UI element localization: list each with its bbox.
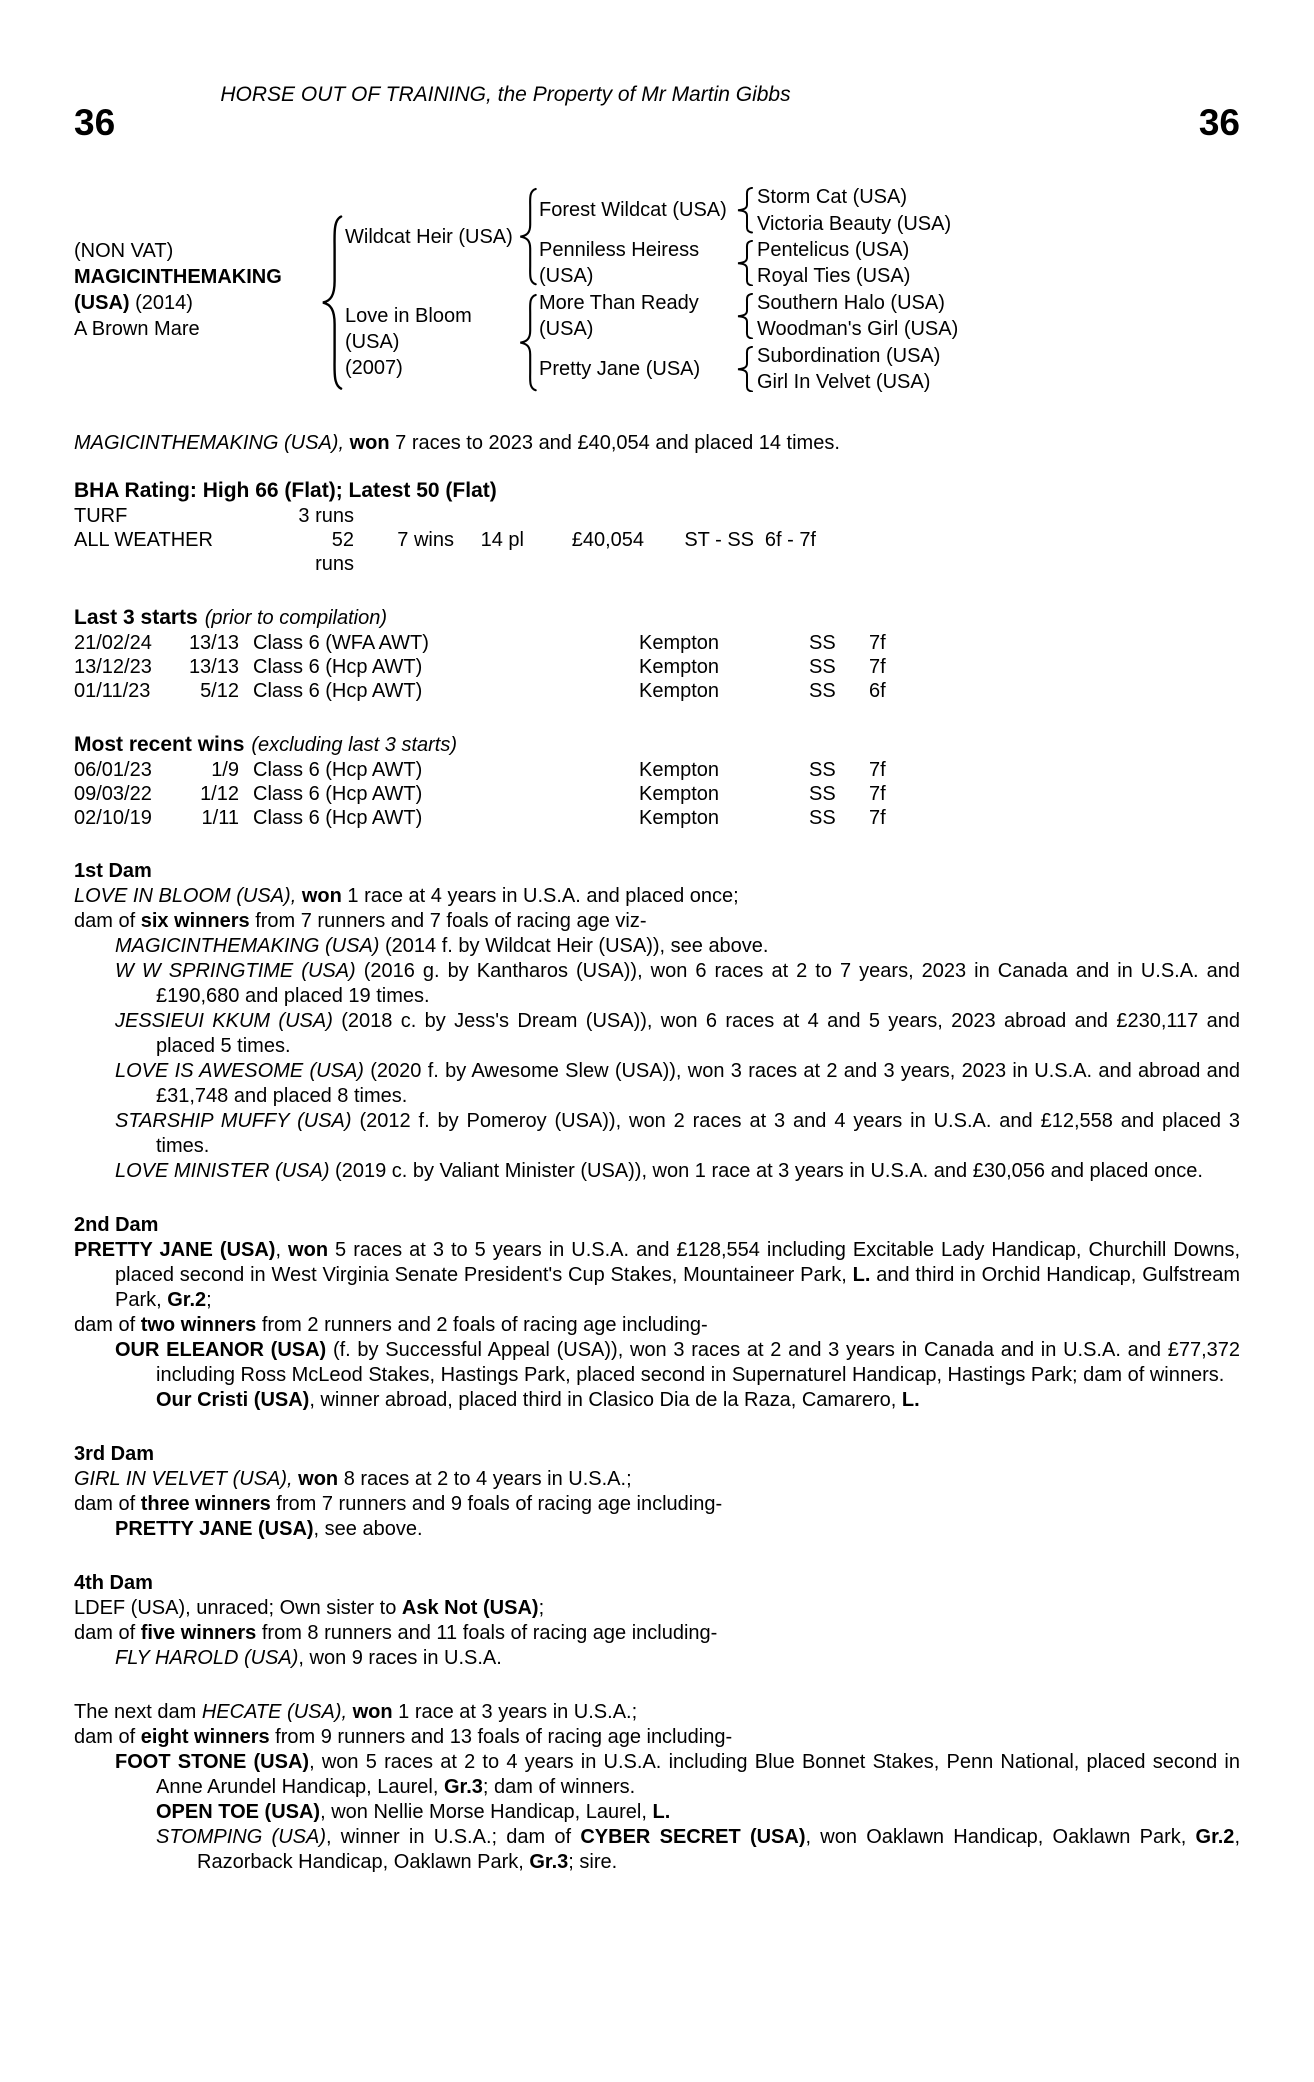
race-date: 02/10/19: [74, 807, 152, 830]
going: SS: [809, 680, 836, 703]
great-grandparent-name: Royal Ties (USA): [757, 265, 911, 288]
distance: 7f: [869, 759, 886, 782]
race-date: 06/01/23: [74, 759, 152, 782]
course: Kempton: [639, 783, 720, 806]
dam-record-paragraph: LOVE IN BLOOM (USA), won 1 race at 4 years in U.S.A. and placed once;: [74, 885, 739, 908]
race-date: 21/02/24: [74, 632, 152, 655]
subject-description: A Brown Mare: [74, 317, 200, 340]
bha-rating-section: [74, 478, 1240, 576]
pedigree-main-brace-icon: [319, 213, 345, 392]
wins-value: 7 wins: [397, 529, 454, 552]
first-dam-section: [74, 859, 1240, 1184]
dam-record-paragraph: GIRL IN VELVET (USA), won 8 races at 2 to 4 years in U.S.A.;: [74, 1468, 632, 1491]
progeny-paragraph: FLY HAROLD (USA), won 9 races in U.S.A.: [115, 1647, 502, 1670]
dam-record-paragraph: PRETTY JANE (USA), won 5 races at 3 to 5 years in U.S.A. and £128,554 including Excitable Lady Handicap, Churchill Downs, placed second in West Virginia Senate President's Cup Stakes, Mountaineer Park, L. and third in Orchid Handicap, Gulfstream Park, Gr.2;: [74, 1239, 1240, 1312]
distance: 7f: [869, 807, 886, 830]
progeny-paragraph: PRETTY JANE (USA), see above.: [115, 1518, 423, 1541]
finish-position: 5/12: [200, 680, 239, 703]
runs-value: 3 runs: [298, 505, 354, 528]
race-class: Class 6 (Hcp AWT): [253, 759, 423, 782]
course: Kempton: [639, 656, 720, 679]
distance-range: [754, 504, 816, 528]
finish-position: 13/13: [188, 632, 239, 655]
dam-record-paragraph: LDEF (USA), unraced; Own sister to Ask Not (USA);: [74, 1597, 545, 1620]
distance: 7f: [869, 656, 886, 679]
going: SS: [809, 759, 836, 782]
last-3-starts-heading: [74, 605, 1240, 631]
great-grandparent-name: Southern Halo (USA): [757, 291, 945, 314]
section-note: (prior to compilation): [204, 607, 388, 630]
going-range: ST - SS: [684, 529, 754, 552]
runs-value: 52 runs: [315, 529, 354, 576]
subject-country-year: [74, 290, 319, 316]
great-grandparent-name: Girl In Velvet (USA): [757, 370, 931, 393]
going: SS: [809, 656, 836, 679]
going: SS: [809, 807, 836, 830]
subject-country: (USA): [74, 291, 130, 314]
pedigree-chart: [74, 184, 1240, 395]
finish-position: 1/9: [211, 759, 239, 782]
progeny-paragraph: FOOT STONE (USA), won 5 races at 2 to 4 years in U.S.A. including Blue Bonnet Stakes, Penn National, placed second in Anne Arundel Handicap, Laurel, Gr.3; dam of winners.: [115, 1751, 1240, 1799]
great-grandparent-name: Storm Cat (USA): [757, 186, 908, 209]
distance: 7f: [869, 783, 886, 806]
section-title: Last 3 starts: [74, 606, 198, 630]
dam-section-heading: 2nd Dam: [74, 1214, 159, 1237]
race-record-summary: MAGICINTHEMAKING (USA), won 7 races to 2023 and £40,054 and placed 14 times.: [74, 432, 840, 455]
great-grandparents-brace-icon: [735, 240, 755, 286]
sire-name: Wildcat Heir (USA): [345, 225, 513, 248]
race-class: Class 6 (WFA AWT): [253, 632, 429, 655]
vat-note: (NON VAT): [74, 239, 174, 262]
page-content: [0, 82, 1314, 1875]
dam-record-paragraph: The next dam HECATE (USA), won 1 race at 3 years in U.S.A.;: [74, 1701, 638, 1724]
dam-section-heading: 3rd Dam: [74, 1443, 155, 1466]
great-grandparent-name: Woodman's Girl (USA): [757, 318, 959, 341]
race-date: 13/12/23: [74, 656, 152, 679]
fourth-dam-section: [74, 1571, 1240, 1671]
dam-produce-summary: dam of five winners from 8 runners and 11 foals of racing age including-: [74, 1622, 718, 1645]
grandsire-name: Forest Wildcat (USA): [539, 199, 727, 222]
progeny-paragraph: W W SPRINGTIME (USA) (2016 g. by Kantharos (USA)), won 6 races at 2 to 7 years, 2023 in Canada and in U.S.A. and £190,680 and placed 19 times.: [115, 960, 1241, 1008]
progeny-paragraph: LOVE MINISTER (USA) (2019 c. by Valiant Minister (USA)), won 1 race at 3 years in U.S.A. and £30,056 and placed once.: [115, 1160, 1203, 1183]
finish-position: 13/13: [188, 656, 239, 679]
surface-stats-table: [74, 504, 1240, 576]
page-title: HORSE OUT OF TRAINING, the Property of Mr Martin Gibbs: [220, 83, 791, 106]
most-recent-wins-section: [74, 732, 1240, 830]
subject-horse-name: MAGICINTHEMAKING: [74, 265, 282, 288]
surface-label: ALL WEATHER: [74, 529, 213, 552]
page-header: [74, 82, 1240, 160]
dam-name: Love in Bloom (USA) (2007): [345, 305, 472, 380]
dam-section-heading: 1st Dam: [74, 860, 152, 883]
last-3-starts-section: [74, 605, 1240, 703]
great-grandparents-brace-icon: [735, 187, 755, 233]
most-recent-wins-heading: [74, 732, 1240, 758]
section-title: Most recent wins: [74, 733, 245, 757]
course: Kempton: [639, 807, 720, 830]
course: Kempton: [639, 680, 720, 703]
dam-produce-summary: dam of eight winners from 9 runners and 13 foals of racing age including-: [74, 1726, 733, 1749]
finish-position: 1/11: [201, 807, 239, 830]
dam-section-heading: 4th Dam: [74, 1572, 153, 1595]
going: SS: [809, 632, 836, 655]
granddam-name: Pretty Jane (USA): [539, 357, 701, 380]
distance: 6f: [869, 680, 886, 703]
granddam-name: Penniless Heiress (USA): [539, 239, 700, 288]
wins-value: [354, 504, 454, 528]
next-dam-section: [74, 1700, 1240, 1875]
great-grandparents-brace-icon: [735, 346, 755, 392]
race-date: 01/11/23: [74, 680, 151, 703]
progeny-paragraph: LOVE IS AWESOME (USA) (2020 f. by Awesome Slew (USA)), won 3 races at 2 and 3 years, 2023 in U.S.A. and abroad and £31,748 and placed 8 times.: [115, 1060, 1240, 1108]
great-grandparent-name: Victoria Beauty (USA): [757, 212, 952, 235]
race-date: 09/03/22: [74, 783, 152, 806]
bha-rating-heading: BHA Rating: High 66 (Flat); Latest 50 (Flat): [74, 479, 497, 503]
sire-brace-icon: [517, 187, 539, 286]
dam-brace-icon: [517, 293, 539, 392]
race-class: Class 6 (Hcp AWT): [253, 680, 423, 703]
places-value: [454, 504, 524, 528]
grandsire-name: More Than Ready (USA): [539, 291, 699, 340]
subject-year: (2014): [135, 291, 193, 314]
going-range: [644, 504, 754, 528]
lot-number-left: 36: [74, 102, 116, 143]
progeny-paragraph: STOMPING (USA), winner in U.S.A.; dam of CYBER SECRET (USA), won Oaklawn Handicap, Oaklawn Park, Gr.2, Razorback Handicap, Oaklawn Park, Gr.3; sire.: [156, 1826, 1240, 1874]
subject-block: [74, 238, 319, 342]
lot-number-right: 36: [1198, 102, 1240, 143]
dam-produce-summary: dam of three winners from 7 runners and 9 foals of racing age including-: [74, 1493, 723, 1516]
distance-range: 6f - 7f: [764, 529, 816, 552]
third-dam-section: [74, 1442, 1240, 1542]
second-dam-section: [74, 1213, 1240, 1413]
progeny-paragraph: Our Cristi (USA), winner abroad, placed third in Clasico Dia de la Raza, Camarero, L.: [156, 1389, 920, 1412]
progeny-paragraph: MAGICINTHEMAKING (USA) (2014 f. by Wildcat Heir (USA)), see above.: [115, 935, 769, 958]
progeny-paragraph: OUR ELEANOR (USA) (f. by Successful Appeal (USA)), won 3 races at 2 and 3 years in Canada and in U.S.A. and £77,372 including Ross McLeod Stakes, Hastings Park, placed second in Supernaturel Handicap, Hastings Park; dam of winners.: [115, 1339, 1240, 1387]
distance: 7f: [869, 632, 886, 655]
catalog-page: [0, 82, 1314, 2082]
dam-produce-summary: dam of six winners from 7 runners and 7 foals of racing age viz-: [74, 910, 647, 933]
progeny-paragraph: STARSHIP MUFFY (USA) (2012 f. by Pomeroy (USA)), won 2 races at 3 and 4 years in U.S.A. and £12,558 and placed 3 times.: [115, 1110, 1240, 1158]
course: Kempton: [639, 759, 720, 782]
earnings-value: [524, 504, 644, 528]
finish-position: 1/12: [200, 783, 239, 806]
progeny-paragraph: OPEN TOE (USA), won Nellie Morse Handicap, Laurel, L.: [156, 1801, 671, 1824]
places-value: 14 pl: [480, 529, 524, 552]
race-class: Class 6 (Hcp AWT): [253, 656, 423, 679]
great-grandparents-brace-icon: [735, 293, 755, 339]
great-grandparent-name: Pentelicus (USA): [757, 238, 910, 261]
surface-label: TURF: [74, 505, 128, 528]
course: Kempton: [639, 632, 720, 655]
race-class: Class 6 (Hcp AWT): [253, 807, 423, 830]
race-class: Class 6 (Hcp AWT): [253, 783, 423, 806]
great-grandparent-name: Subordination (USA): [757, 344, 941, 367]
progeny-paragraph: JESSIEUI KKUM (USA) (2018 c. by Jess's Dream (USA)), won 6 races at 4 and 5 years, 2023 abroad and £230,117 and placed 5 times.: [115, 1010, 1240, 1058]
earnings-value: £40,054: [571, 529, 644, 552]
going: SS: [809, 783, 836, 806]
results-table: [74, 758, 1240, 830]
section-note: (excluding last 3 starts): [251, 734, 458, 757]
dam-produce-summary: dam of two winners from 2 runners and 2 foals of racing age including-: [74, 1314, 708, 1337]
results-table: [74, 631, 1240, 703]
